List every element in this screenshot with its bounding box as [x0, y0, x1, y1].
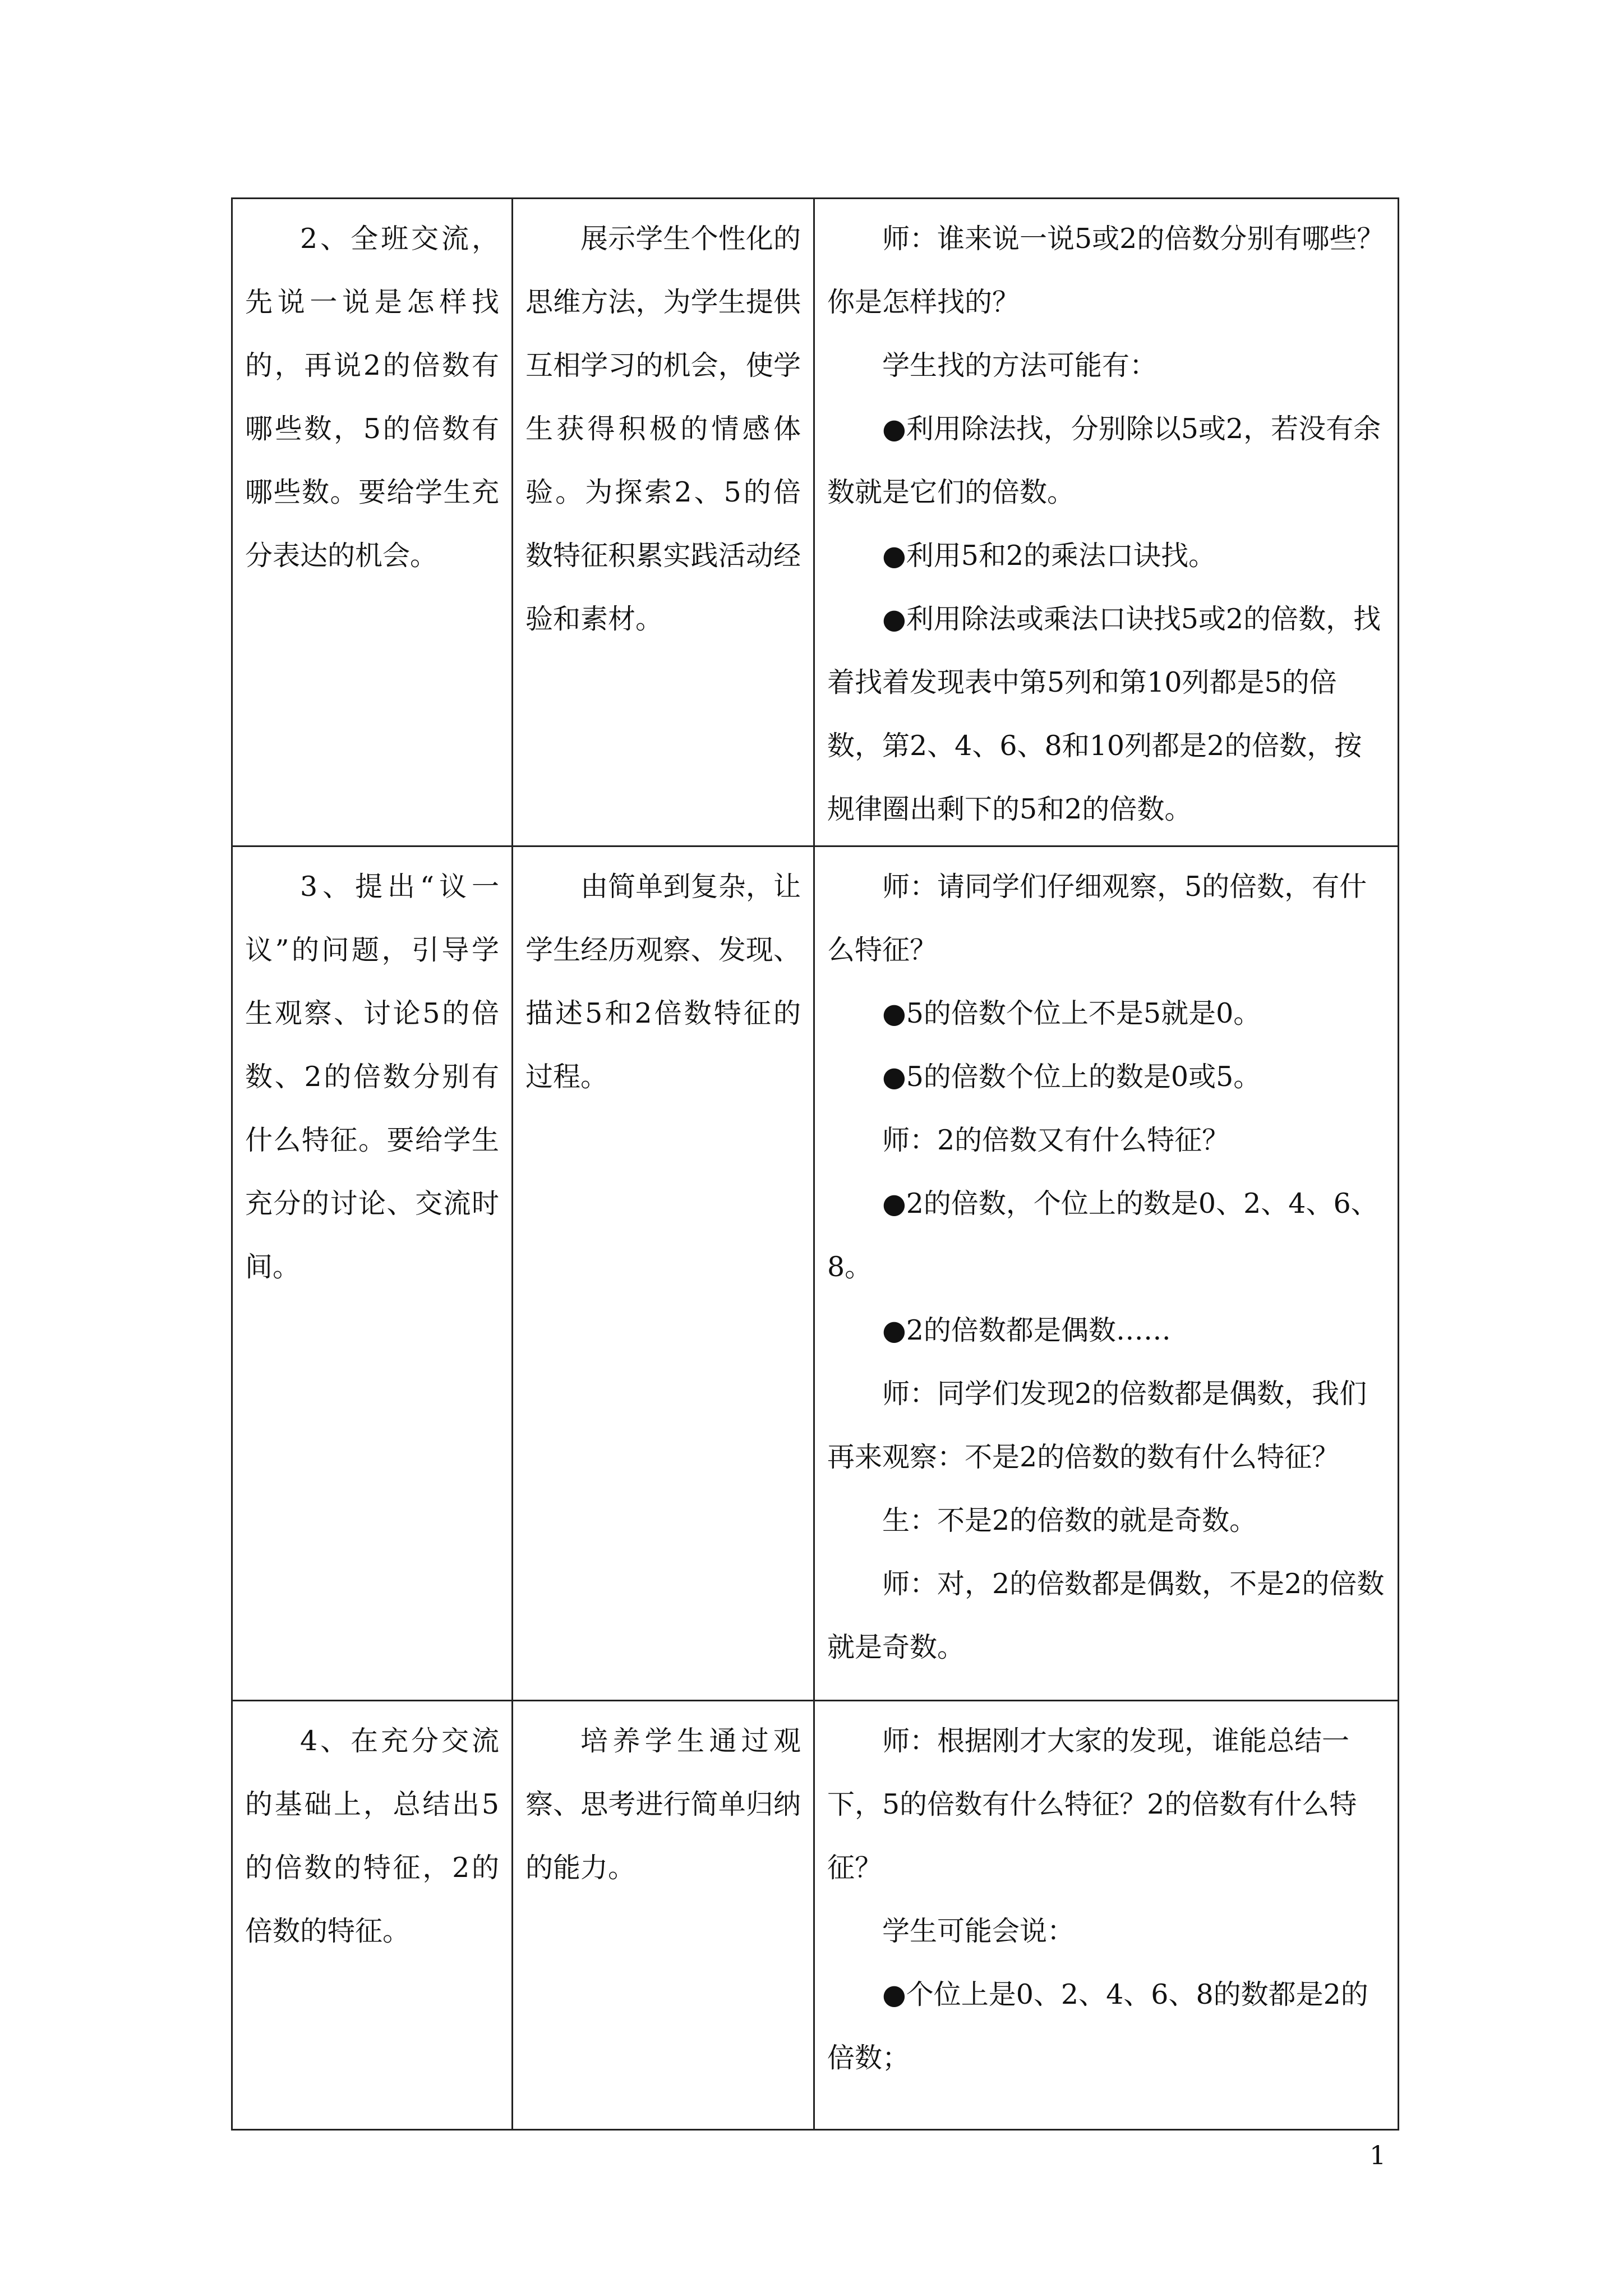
process-line: ●利用5和2的乘法口诀找。: [882, 540, 1216, 572]
process-line: 师：根据刚才大家的发现，谁能总结一下，5的倍数有什么特征？2的倍数有什么特征？: [827, 1725, 1357, 1884]
intent-text: 展示学生个性化的思维方法，为学生提供互相学习的机会，使学生获得积极的情感体验。为探索2、5的倍数特征积累实践活动经验和素材。: [525, 223, 801, 635]
table-row: [232, 1701, 1399, 2130]
process-line: 师：对，2的倍数都是偶数，不是2的倍数就是奇数。: [827, 1568, 1385, 1663]
table-row: [232, 846, 1399, 1701]
process-line: ●个位上是0、2、4、6、8的数都是2的倍数；: [827, 1978, 1368, 2074]
process-line: ●5的倍数个位上的数是0或5。: [882, 1061, 1261, 1093]
intent-cell: [513, 1701, 814, 2130]
process-cell: [814, 846, 1399, 1701]
table-row: [232, 199, 1399, 846]
activity-cell: [232, 199, 513, 846]
process-line: ●利用除法或乘法口诀找5或2的倍数，找着找着发现表中第5列和第10列都是5的倍数，第2、4、6、8和10列都是2的倍数，按规律圈出剩下的5和2的倍数。: [827, 603, 1381, 825]
page-number: 1: [1370, 2140, 1386, 2170]
intent-cell: [513, 199, 814, 846]
process-line: 师：2的倍数又有什么特征？: [882, 1124, 1230, 1156]
process-line: ●利用除法找，分别除以5或2，若没有余数就是它们的倍数。: [827, 413, 1381, 508]
intent-cell: [513, 846, 814, 1701]
process-line: ●5的倍数个位上不是5就是0。: [882, 997, 1261, 1029]
process-line: 师：谁来说一说5或2的倍数分别有哪些？你是怎样找的？: [827, 223, 1385, 318]
process-cell: [814, 199, 1399, 846]
activity-text: 3、提出“议一议”的问题，引导学生观察、讨论5的倍数、2的倍数分别有什么特征。要给学生充分的讨论、交流时间。: [245, 871, 499, 1283]
process-cell: [814, 1701, 1399, 2130]
process-line: 学生找的方法可能有：: [882, 349, 1158, 381]
intent-text: 由简单到复杂，让学生经历观察、发现、描述5和2倍数特征的过程。: [525, 871, 801, 1093]
activity-cell: [232, 1701, 513, 2130]
process-line: 师：请同学们仔细观察，5的倍数，有什么特征？: [827, 871, 1367, 966]
process-line: ●2的倍数，个位上的数是0、2、4、6、8。: [827, 1188, 1378, 1283]
process-line: ●2的倍数都是偶数……: [882, 1314, 1171, 1346]
activity-text: 2、全班交流，先说一说是怎样找的，再说2的倍数有哪些数，5的倍数有哪些数。要给学生充分表达的机会。: [245, 223, 499, 572]
process-line: 生：不是2的倍数的就是奇数。: [882, 1504, 1257, 1536]
process-line: 师：同学们发现2的倍数都是偶数，我们再来观察：不是2的倍数的数有什么特征？: [827, 1378, 1367, 1473]
intent-text: 培养学生通过观察、思考进行简单归纳的能力。: [525, 1725, 801, 1884]
activity-text: 4、在充分交流的基础上，总结出5的倍数的特征，2的倍数的特征。: [245, 1725, 499, 1947]
process-line: 学生可能会说：: [882, 1915, 1075, 1947]
activity-cell: [232, 846, 513, 1701]
lesson-plan-table: [231, 197, 1399, 2131]
